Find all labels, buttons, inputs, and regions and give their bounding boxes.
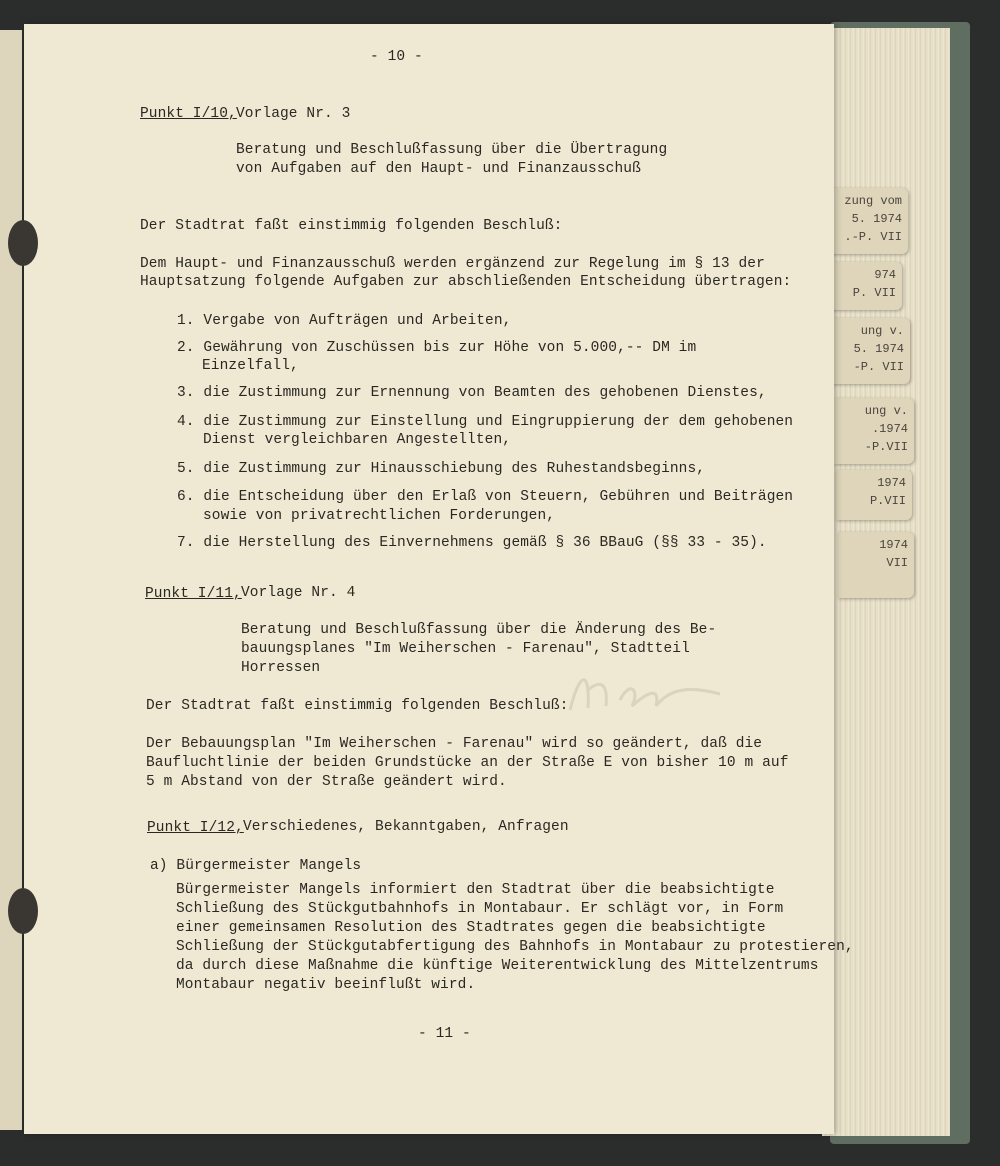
body-text: einer gemeinsamen Resolution des Stadtrates gegen die beabsichtigte bbox=[176, 920, 766, 936]
item-subject: von Aufgaben auf den Haupt- und Finanzausschuß bbox=[236, 161, 641, 177]
list-item: 5. die Zustimmung zur Hinausschiebung des Ruhestandsbeginns, bbox=[177, 461, 706, 477]
left-page-edge bbox=[0, 30, 22, 1130]
punch-hole bbox=[8, 888, 38, 934]
item-subject: Beratung und Beschlußfassung über die Änderung des Be- bbox=[241, 622, 717, 638]
page-number-bottom: - 11 - bbox=[418, 1026, 471, 1042]
body-text: da durch diese Maßnahme die künftige Weiterentwicklung des Mittelzentrums bbox=[176, 958, 819, 974]
resolution-text: Baufluchtlinie der beiden Grundstücke an der Straße E von bisher 10 m auf bbox=[146, 755, 789, 771]
index-tab: 1974 P.VII bbox=[836, 470, 912, 520]
item-heading: Punkt I/12, bbox=[147, 820, 244, 836]
index-tab: 974 P. VII bbox=[830, 262, 902, 310]
resolution-text: Der Bebauungsplan "Im Weiherschen - Farenau" wird so geändert, daß die bbox=[146, 736, 763, 752]
index-tab: 1974 VII bbox=[838, 532, 914, 598]
list-item: 2. Gewährung von Zuschüssen bis zur Höhe von 5.000,-- DM im bbox=[177, 340, 697, 356]
resolution-intro: Der Stadtrat faßt einstimmig folgenden Beschluß: bbox=[140, 218, 563, 234]
index-tab: ung v. .1974 -P.VII bbox=[834, 398, 914, 464]
resolution-intro: Der Stadtrat faßt einstimmig folgenden Beschluß: bbox=[146, 698, 569, 714]
list-item: 7. die Herstellung des Einvernehmens gemäß § 36 BBauG (§§ 33 - 35). bbox=[177, 535, 767, 551]
resolution-text: Dem Haupt- und Finanzausschuß werden ergänzend zur Regelung im § 13 der bbox=[140, 256, 765, 272]
list-item: 3. die Zustimmung zur Ernennung von Beamten des gehobenen Dienstes, bbox=[177, 385, 767, 401]
list-item: 1. Vergabe von Aufträgen und Arbeiten, bbox=[177, 313, 512, 329]
item-subject: Beratung und Beschlußfassung über die Übertragung bbox=[236, 142, 668, 158]
punch-hole bbox=[8, 220, 38, 266]
item-heading: Punkt I/10, bbox=[140, 106, 237, 122]
index-tab: zung vom 5. 1974 .-P. VII bbox=[828, 188, 908, 254]
body-text: Montabaur negativ beeinflußt wird. bbox=[176, 977, 476, 993]
item-subject: Horressen bbox=[241, 660, 321, 676]
item-vorlage: Vorlage Nr. 3 bbox=[236, 106, 351, 122]
subitem-heading: a) Bürgermeister Mangels bbox=[150, 858, 362, 874]
signature-bleedthrough bbox=[560, 660, 730, 730]
list-item: 6. die Entscheidung über den Erlaß von Steuern, Gebühren und Beiträgen bbox=[177, 489, 794, 505]
resolution-text: 5 m Abstand von der Straße geändert wird. bbox=[146, 774, 507, 790]
body-text: Schließung der Stückgutabfertigung des Bahnhofs in Montabaur zu protestieren, bbox=[176, 939, 854, 955]
resolution-text: Hauptsatzung folgende Aufgaben zur abschließenden Entscheidung übertragen: bbox=[140, 274, 792, 290]
index-tab: ung v. 5. 1974 -P. VII bbox=[832, 318, 910, 384]
list-item: sowie von privatrechtlichen Forderungen, bbox=[203, 508, 556, 524]
body-text: Schließung des Stückgutbahnhofs in Montabaur. Er schlägt vor, in Form bbox=[176, 901, 784, 917]
item-heading: Punkt I/11, bbox=[145, 586, 242, 602]
item-title: Verschiedenes, Bekanntgaben, Anfragen bbox=[243, 819, 569, 835]
list-item: Einzelfall, bbox=[202, 358, 299, 374]
body-text: Bürgermeister Mangels informiert den Stadtrat über die beabsichtigte bbox=[176, 882, 775, 898]
list-item: Dienst vergleichbaren Angestellten, bbox=[203, 432, 512, 448]
item-vorlage: Vorlage Nr. 4 bbox=[241, 585, 356, 601]
list-item: 4. die Zustimmung zur Einstellung und Eingruppierung der dem gehobenen bbox=[177, 414, 794, 430]
item-subject: bauungsplanes "Im Weiherschen - Farenau", Stadtteil bbox=[241, 641, 690, 657]
page-number-top: - 10 - bbox=[370, 49, 423, 65]
